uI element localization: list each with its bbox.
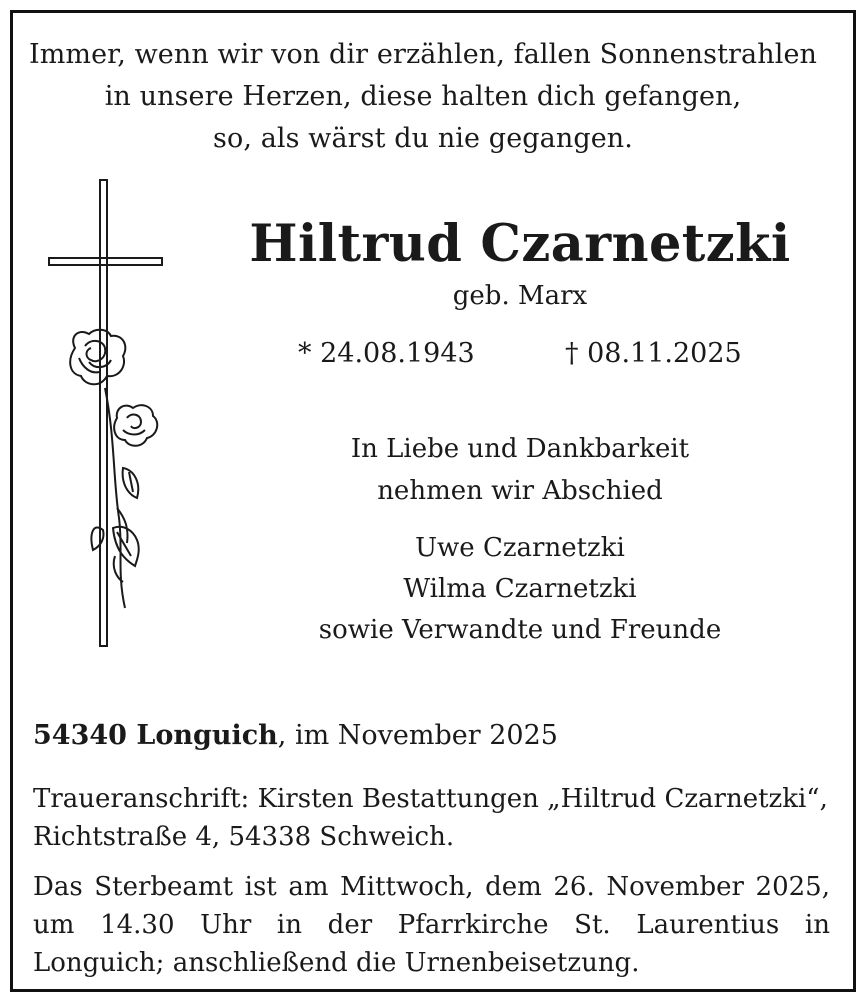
farewell-text bbox=[220, 428, 820, 512]
cross-with-roses-icon bbox=[45, 178, 170, 653]
address-line: Richtstraße 4, 54338 Schweich. bbox=[33, 822, 455, 852]
death-date: † 08.11.2025 bbox=[565, 338, 742, 369]
service-info: Das Sterbeamt ist am Mittwoch, dem 26. November 2025, um 14.30 Uhr in der Pfarrkirche St. Laurentius in Longuich; anschließend die Urnenbeisetzung. bbox=[33, 872, 830, 978]
poem-line: Immer, wenn wir von dir erzählen, fallen Sonnenstrahlen bbox=[28, 39, 818, 70]
poem bbox=[0, 34, 846, 160]
mourner-name: Wilma Czarnetzki bbox=[403, 574, 637, 604]
maiden-name: geb. Marx bbox=[452, 281, 588, 311]
birth-date: * 24.08.1943 bbox=[298, 338, 475, 369]
place-date bbox=[33, 720, 558, 751]
farewell-line: In Liebe und Dankbarkeit bbox=[350, 434, 690, 464]
place-date-text: , im November 2025 bbox=[277, 720, 558, 751]
address-line: Traueranschrift: Kirsten Bestattungen „Hiltrud Czarnetzki“, bbox=[33, 784, 828, 814]
mourning-address bbox=[33, 780, 833, 856]
farewell-line: nehmen wir Abschied bbox=[377, 476, 663, 506]
deceased-name: Hiltrud Czarnetzki bbox=[249, 214, 791, 274]
place-location: 54340 Longuich bbox=[33, 720, 278, 751]
mourner-name: sowie Verwandte und Freunde bbox=[318, 615, 722, 645]
mourner-name: Uwe Czarnetzki bbox=[415, 533, 625, 563]
poem-line: in unsere Herzen, diese halten dich gefangen, bbox=[104, 81, 742, 112]
poem-line: so, als wärst du nie gegangen. bbox=[213, 123, 633, 154]
mourners-list bbox=[220, 528, 820, 651]
